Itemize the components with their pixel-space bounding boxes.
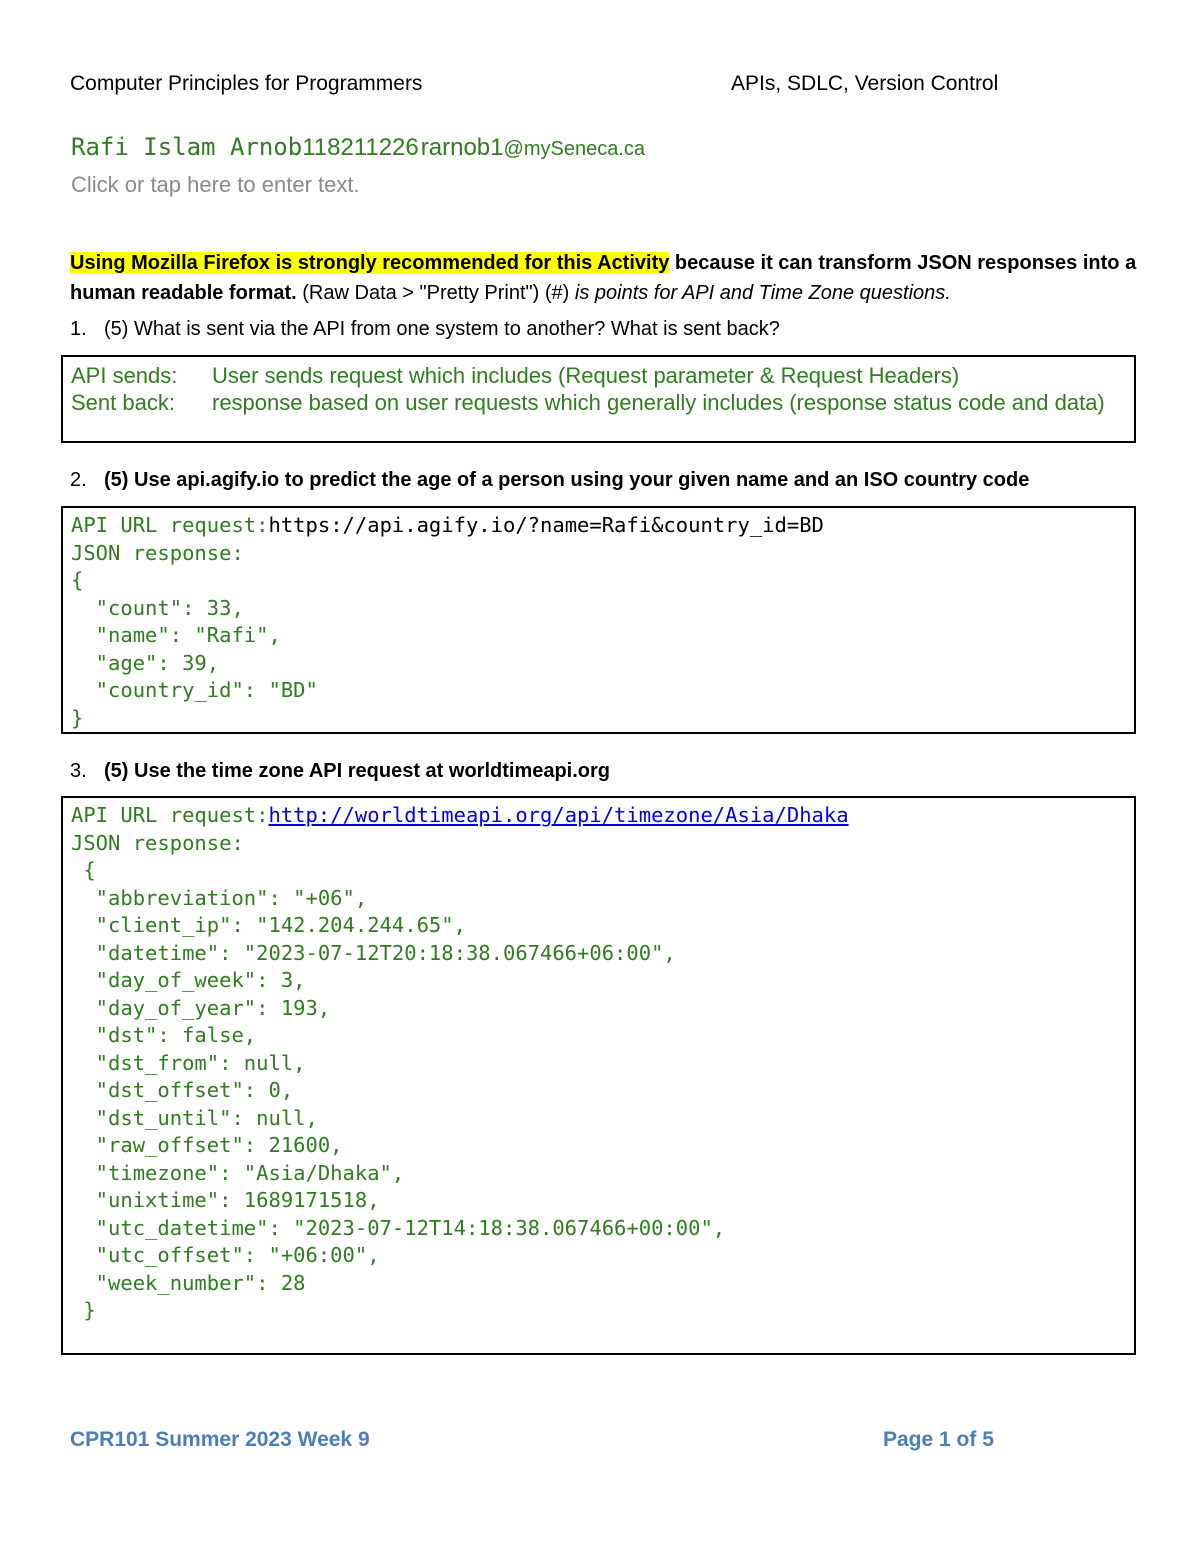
json-line: } bbox=[71, 705, 84, 730]
student-info bbox=[71, 133, 645, 162]
answer-label-back: Sent back: bbox=[71, 390, 175, 415]
json-line: "raw_offset": 21600, bbox=[71, 1133, 343, 1157]
text-placeholder-field[interactable]: Click or tap here to enter text. bbox=[71, 172, 360, 197]
question-3-text: (5) Use the time zone API request at worldtimeapi.org bbox=[104, 760, 611, 782]
answer-row-back bbox=[71, 389, 1126, 416]
json-line: } bbox=[71, 1298, 96, 1322]
answer-row-sends bbox=[71, 362, 1126, 389]
student-id: 118211226 bbox=[302, 134, 419, 161]
intro-paragraph bbox=[70, 248, 1140, 308]
json-line: "utc_datetime": "2023-07-12T14:18:38.067466+00:00", bbox=[71, 1215, 726, 1240]
json-line: "count": 33, bbox=[71, 595, 244, 620]
question-1: 1. (5) What is sent via the API from one system to another? What is sent back? bbox=[70, 318, 780, 340]
json-block-2 bbox=[71, 567, 1126, 732]
question-3: 3. (5) Use the time zone API request at worldtimeapi.org bbox=[70, 760, 611, 782]
student-email-domain: @mySeneca.ca bbox=[503, 138, 645, 160]
json-line: "utc_offset": "+06:00", bbox=[71, 1243, 380, 1267]
answer-value-sends: User sends request which includes (Request parameter & Request Headers) bbox=[212, 363, 960, 388]
student-name: Rafi Islam Arnob bbox=[71, 133, 303, 161]
json-line: "client_ip": "142.204.244.65", bbox=[71, 913, 466, 937]
topic-title: APIs, SDLC, Version Control bbox=[731, 72, 999, 95]
answer-box-1[interactable] bbox=[61, 355, 1136, 443]
json-line: { bbox=[71, 568, 84, 592]
course-title: Computer Principles for Programmers bbox=[70, 72, 423, 95]
student-email-user: rarnob1 bbox=[420, 134, 504, 161]
answer-label-sends: API sends: bbox=[71, 363, 178, 388]
json-block-3 bbox=[71, 857, 1126, 1325]
api-url-link-3[interactable]: http://worldtimeapi.org/api/timezone/Asia/Dhaka bbox=[268, 803, 849, 827]
api-url-row-3 bbox=[71, 802, 1126, 830]
answer-box-3[interactable] bbox=[61, 796, 1136, 1355]
json-line: "unixtime": 1689171518, bbox=[71, 1188, 380, 1212]
json-line: "day_of_week": 3, bbox=[71, 968, 306, 992]
json-line: "dst_offset": 0, bbox=[71, 1078, 294, 1102]
api-url-label-3: API URL request: bbox=[71, 803, 269, 827]
json-line: "dst_until": null, bbox=[71, 1105, 318, 1130]
footer-course-week: CPR101 Summer 2023 Week 9 bbox=[70, 1428, 370, 1451]
answer-box-2[interactable] bbox=[61, 506, 1136, 734]
json-line: "age": 39, bbox=[71, 650, 220, 675]
json-line: "week_number": 28 bbox=[71, 1270, 306, 1295]
api-url-2[interactable]: https://api.agify.io/?name=Rafi&country_id=BD bbox=[268, 513, 824, 537]
json-line: "country_id": "BD" bbox=[71, 678, 318, 702]
api-url-row-2 bbox=[71, 512, 1126, 540]
json-line: { bbox=[71, 858, 96, 882]
intro-italic: is points for API and Time Zone questions. bbox=[569, 282, 951, 304]
intro-plain: (Raw Data > "Pretty Print") (#) bbox=[296, 282, 570, 304]
json-label-3: JSON response: bbox=[71, 830, 244, 855]
question-1-text: (5) What is sent via the API from one system to another? What is sent back? bbox=[104, 318, 780, 340]
answer-value-back: response based on user requests which generally includes (response status code and data) bbox=[212, 390, 1105, 415]
json-line: "dst": false, bbox=[71, 1023, 257, 1047]
json-label-2: JSON response: bbox=[71, 540, 244, 565]
json-line: "dst_from": null, bbox=[71, 1050, 306, 1075]
api-url-label-2: API URL request: bbox=[71, 513, 269, 537]
json-line: "abbreviation": "+06", bbox=[71, 885, 368, 910]
intro-highlight: Using Mozilla Firefox is strongly recommended for this Activity bbox=[70, 252, 670, 274]
json-line: "name": "Rafi", bbox=[71, 623, 281, 647]
question-2-text: (5) Use api.agify.io to predict the age of a person using your given name and an ISO country code bbox=[104, 469, 1030, 491]
intro-bold: because it can transform JSON responses into a human readable format. bbox=[70, 252, 1137, 304]
json-line: "datetime": "2023-07-12T20:18:38.067466+06:00", bbox=[71, 940, 676, 965]
footer-page-number: Page 1 of 5 bbox=[883, 1428, 994, 1451]
json-line: "day_of_year": 193, bbox=[71, 995, 331, 1020]
json-line: "timezone": "Asia/Dhaka", bbox=[71, 1160, 405, 1185]
question-2: 2. (5) Use api.agify.io to predict the age of a person using your given name and an ISO country code bbox=[70, 469, 1030, 491]
